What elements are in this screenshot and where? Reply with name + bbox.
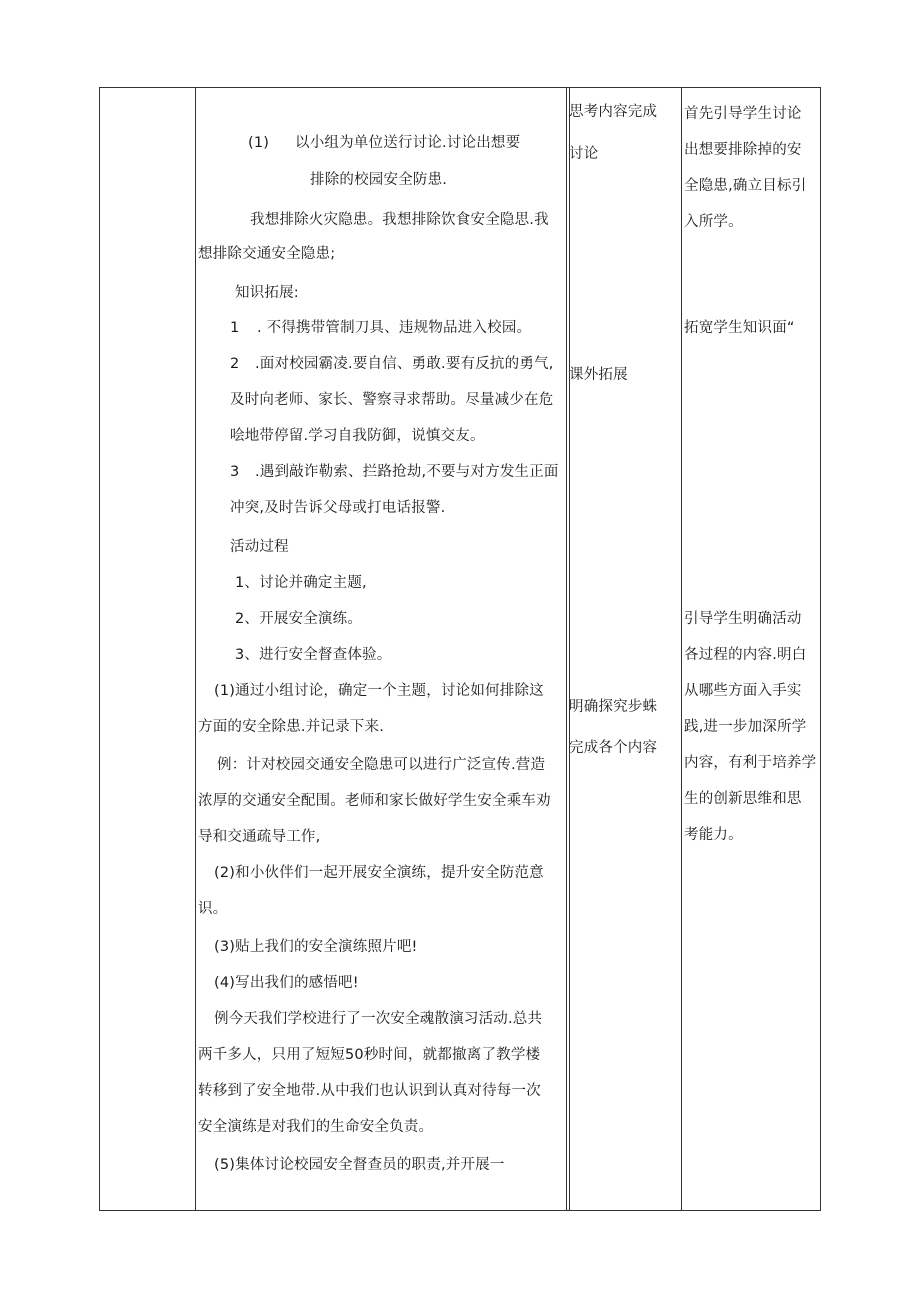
content-line: 排除的校园安全防患.	[310, 172, 448, 188]
content-line: 冲突,及时告诉父母或打电话报警.	[230, 500, 446, 516]
content-line: .遇到敲诈勒索、拦路抢劫,不要与对方发生正面	[255, 464, 559, 480]
content-line: 转移到了安全地带.从中我们也认识到认真对待每一次	[198, 1083, 541, 1099]
content-line: (3)贴上我们的安全演练照片吧!	[214, 939, 418, 955]
content-line: 想排除交通安全隐患;	[198, 246, 336, 262]
content-line: 浓厚的交通安全配围。老师和家长做好学生安全乘车劝	[198, 793, 551, 809]
content-line: (4)写出我们的感悟吧!	[214, 975, 359, 991]
column-divider	[681, 88, 682, 1210]
content-line: 方面的安全除患.并记录下来.	[198, 719, 385, 735]
purpose-text: 全隐患,确立目标引	[684, 178, 807, 194]
content-line: (5)集体讨论校园安全督查员的职责,并开展一	[214, 1157, 505, 1173]
content-line: 我想排除火灾隐患。我想排除饮食安全隐思.我	[250, 212, 549, 228]
student-activity-text: 完成各个内容	[569, 740, 658, 756]
content-line: 及时向老师、家长、警察寻求帮助。尽量减少在危	[230, 392, 554, 408]
content-line: . 不得携带管制刀具、违规物品进入校园。	[257, 320, 532, 336]
content-line: 以小组为单位送行讨论.讨论出想要	[295, 135, 521, 151]
purpose-text: 出想要排除掉的安	[684, 142, 802, 158]
content-line: (2)和小伙伴们一起开展安全演练，提升安全防范意	[214, 865, 544, 881]
list-item: 2、开展安全演练。	[235, 611, 363, 627]
purpose-text: 内容，有利于培养学	[684, 755, 817, 771]
student-activity-text: 思考内容完成	[569, 104, 658, 120]
purpose-text: 践,进一步加深所学	[684, 719, 807, 735]
section-heading: 活动过程	[230, 539, 289, 555]
content-line: 例今天我们学校进行了一次安全魂散演习活动.总共	[214, 1011, 543, 1027]
column-divider	[566, 88, 570, 1210]
content-line: 导和交通疏导工作,	[198, 829, 321, 845]
purpose-text: 首先引导学生讨论	[684, 106, 802, 122]
content-line: .面对校园霸凌.要自信、勇敢.要有反抗的勇气,	[255, 356, 554, 372]
step-number: (1)	[248, 135, 270, 151]
purpose-text: 生的创新思维和思	[684, 791, 802, 807]
content-line: 例：计对校园交通安全隐患可以进行广泛宣传.营造	[217, 757, 546, 773]
student-activity-text: 讨论	[569, 146, 599, 162]
purpose-text: 拓宽学生知识面“	[684, 320, 795, 336]
list-item: 1、讨论并确定主题,	[235, 575, 367, 591]
section-heading: 知识拓展:	[235, 285, 299, 301]
item-number: 2	[230, 356, 240, 372]
content-line: 两千多人，只用了短短50秒时间，就都撤离了教学楼	[198, 1047, 541, 1063]
item-number: 3	[230, 464, 240, 480]
purpose-text: 考能力。	[684, 827, 743, 843]
item-number: 1	[230, 320, 240, 336]
column-divider	[195, 88, 196, 1210]
content-line: 哙地带停留.学习自我防御，说慎交友。	[230, 428, 485, 444]
content-line: (1)通过小组讨论，确定一个主题，讨论如何排除这	[214, 683, 544, 699]
content-line: 识。	[198, 901, 228, 917]
purpose-text: 从哪些方面入手实	[684, 683, 802, 699]
list-item: 3、进行安全督查体验。	[235, 647, 392, 663]
student-activity-text: 明确探究步蛛	[569, 699, 658, 715]
content-line: 安全演练是对我们的生命安全负责。	[198, 1119, 434, 1135]
purpose-text: 各过程的内容.明白	[684, 647, 807, 663]
purpose-text: 入所学。	[684, 214, 743, 230]
purpose-text: 引导学生明确活动	[684, 611, 802, 627]
student-activity-text: 课外拓展	[569, 367, 628, 383]
